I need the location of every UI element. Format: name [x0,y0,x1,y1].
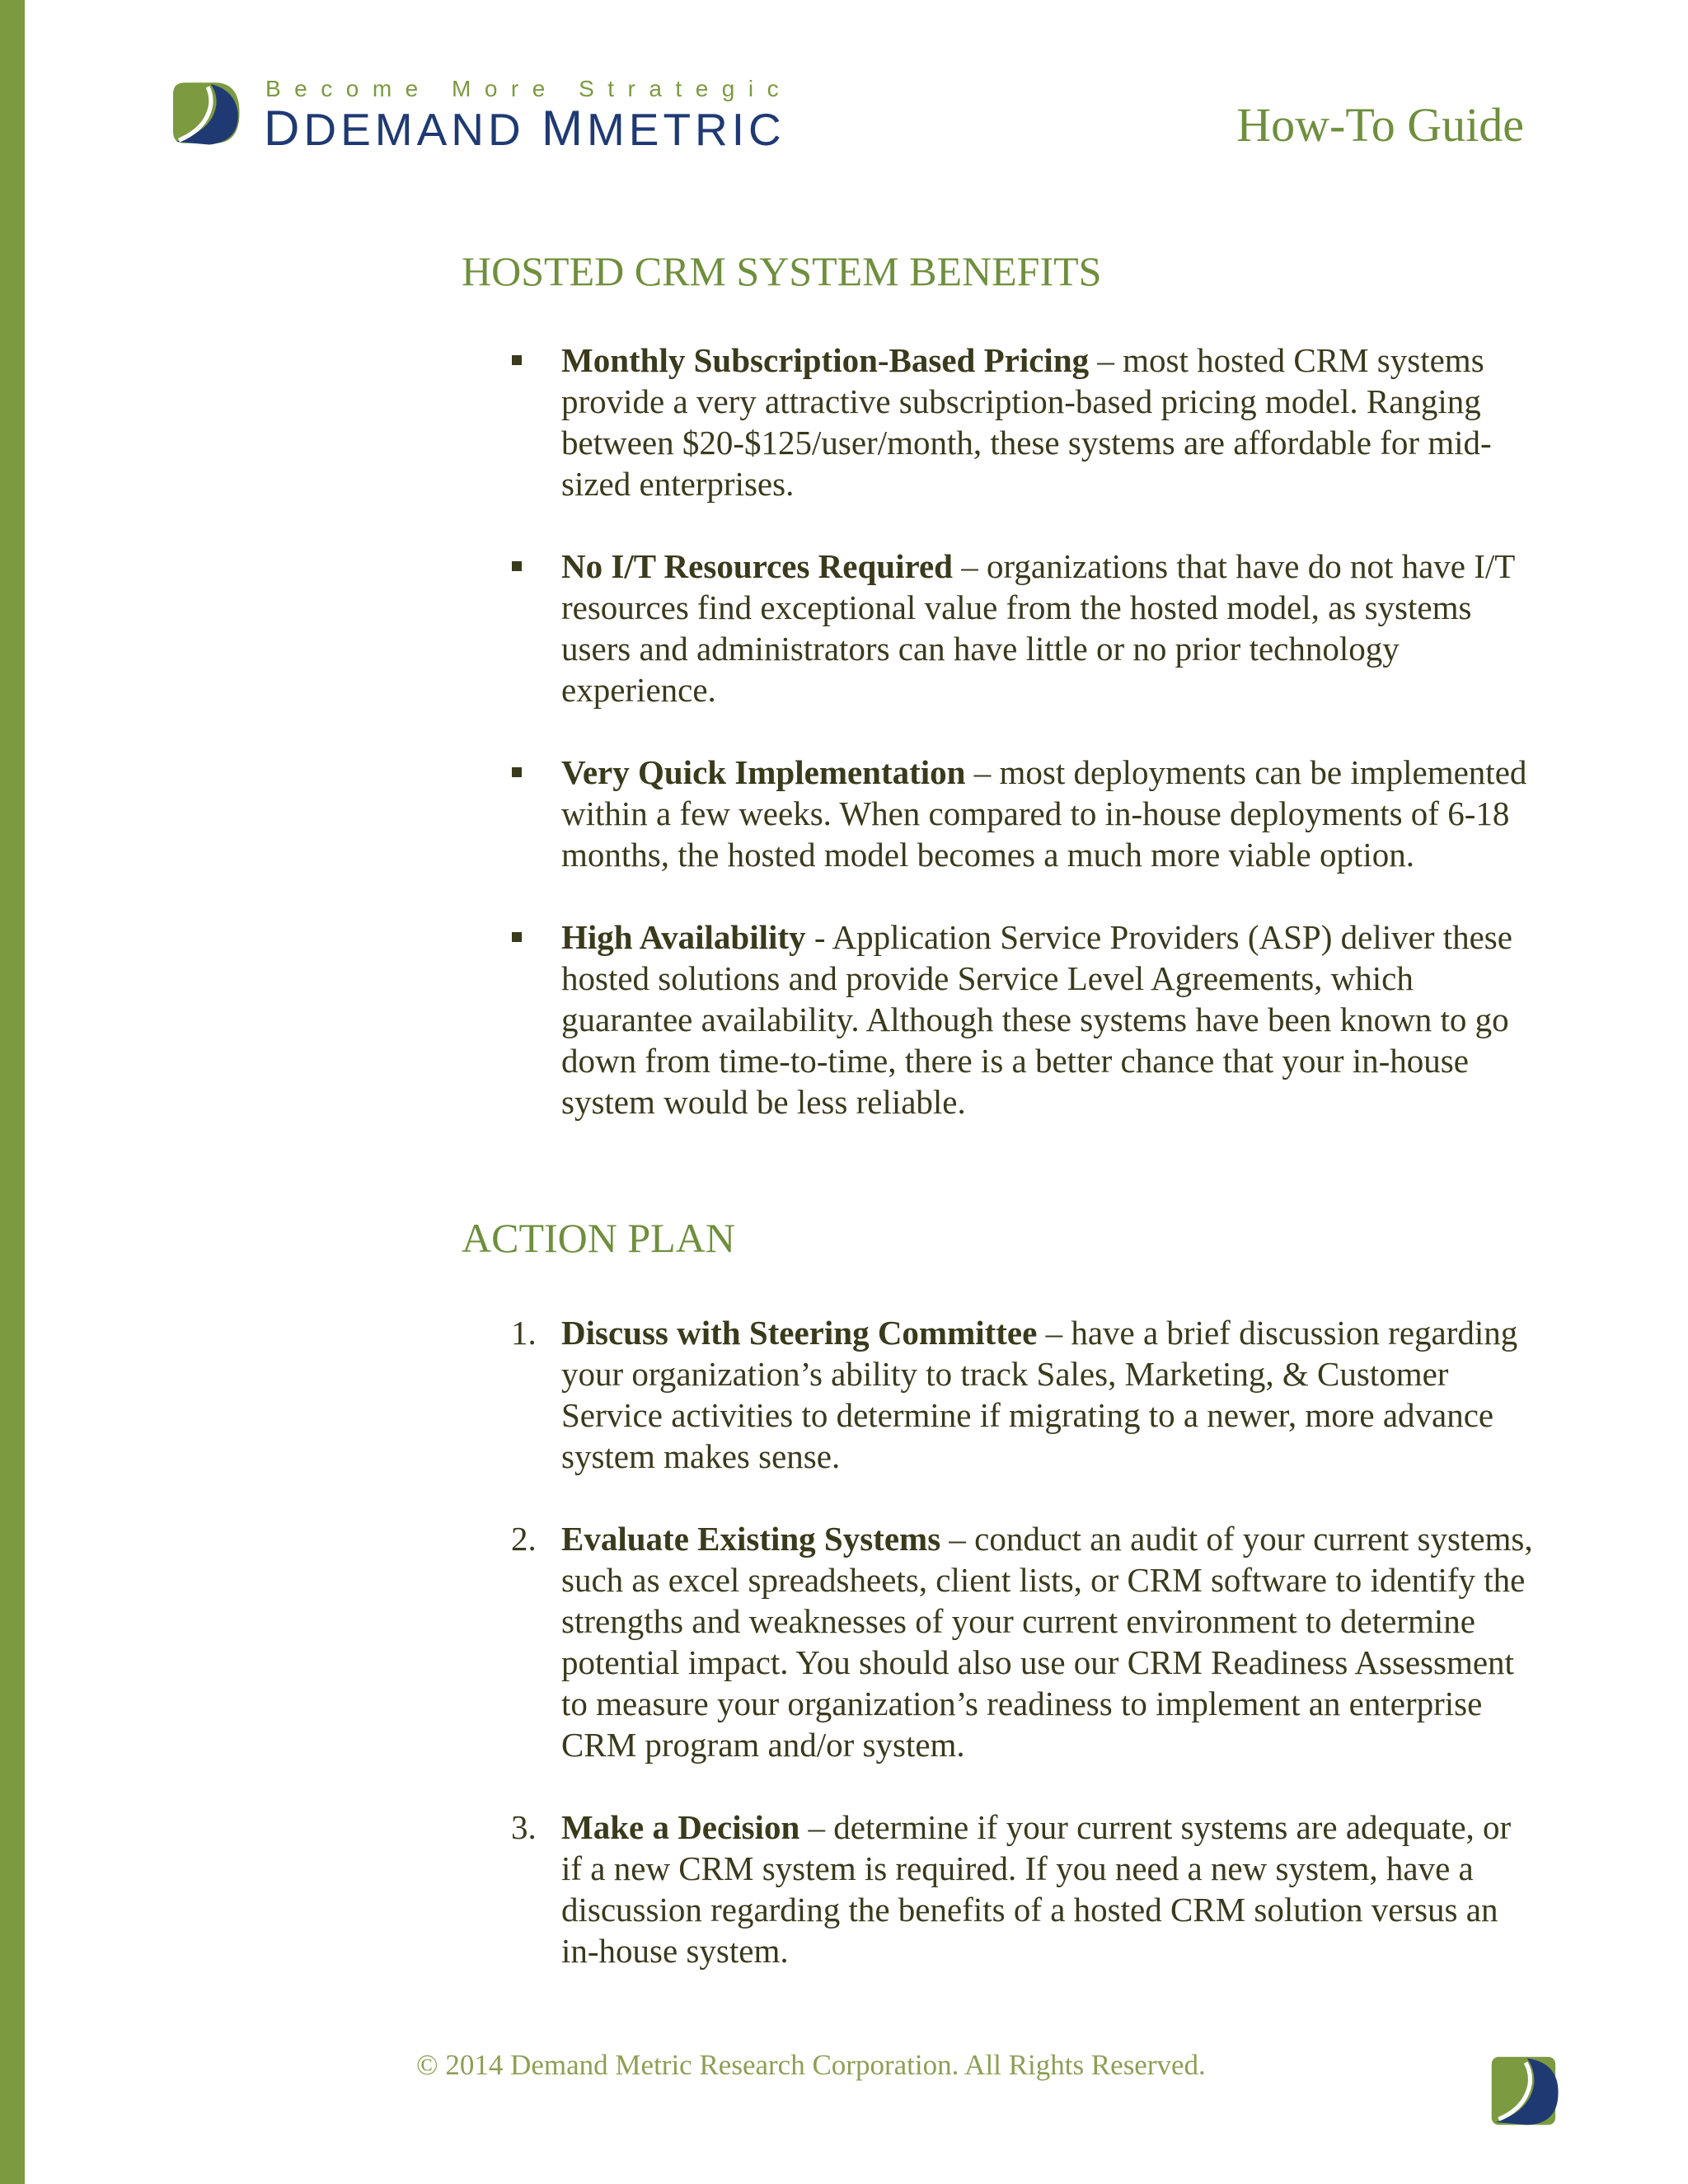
demand-metric-logo-icon [171,78,244,148]
action-plan-list [511,1312,1533,2013]
brand-name: DDEMAND MMETRIC [264,101,785,156]
step-text: – conduct an audit of your current systems, such as excel spreadsheets, client lists, or CRM software to identify the strengths and weaknesses of your current environment to determine potential impact. You should also use our CRM Readiness Assessment to measure your organization’s readiness to implement an enterprise CRM program and/or system. [561,1520,1533,1764]
benefit-text: - Application Service Providers (ASP) deliver these hosted solutions and provide Service Level Agreements, which guarantee availability. Although these systems have been known to go down from time-to-time, there is a better chance that your in-house system would be less reliable. [561,918,1512,1121]
step-text: – determine if your current systems are adequate, or if a new CRM system is required. If you need a new system, have a discussion regarding the benefits of a hosted CRM solution versus an in-house system. [561,1808,1512,1970]
step-title: Make a Decision [561,1808,800,1846]
step-number: 3. [511,1808,537,1846]
benefit-title: High Availability [561,918,806,956]
step-title: Discuss with Steering Committee [561,1314,1038,1352]
copyright-text: © 2014 Demand Metric Research Corporation. All Rights Reserved. [416,2049,1206,2081]
step-number: 1. [511,1314,537,1352]
benefit-title: Monthly Subscription-Based Pricing [561,341,1090,379]
benefit-item [511,916,1533,1122]
left-accent-bar [0,0,25,2184]
benefits-list [511,340,1533,1164]
benefit-title: Very Quick Implementation [561,753,966,791]
benefit-title: No I/T Resources Required [561,547,953,585]
benefit-text: – organizations that have do not have I/T resources find exceptional value from the hosted model, as systems users and administrators can have little or no prior technology experience. [561,547,1515,709]
step-number: 2. [511,1520,537,1558]
bullet-square-icon [512,767,522,777]
demand-metric-logo-icon [1490,2055,1561,2127]
action-step [511,1807,1533,1971]
brand-word-2: METRIC [586,104,785,155]
action-step [511,1312,1533,1477]
guide-label: How-To Guide [1236,98,1524,152]
bullet-square-icon [512,932,522,942]
bullet-square-icon [512,561,522,571]
benefit-item [511,546,1533,710]
brand-word-1: DEMAND [303,104,525,155]
action-step [511,1518,1533,1765]
benefit-item [511,340,1533,504]
brand-tagline: Become More Strategic [265,76,793,101]
benefit-text: – most hosted CRM systems provide a very attractive subscription-based pricing model. Ranging between $20-$125/user/month, these systems are affordable for mid-sized enterprises. [561,341,1492,503]
benefit-text: – most deployments can be implemented within a few weeks. When compared to in-house deployments of 6-18 months, the hosted model becomes a much more viable option. [561,753,1527,874]
action-plan-heading: ACTION PLAN [462,1215,735,1261]
step-title: Evaluate Existing Systems [561,1520,941,1558]
bullet-square-icon [512,355,522,365]
benefit-item [511,752,1533,875]
benefits-heading: HOSTED CRM SYSTEM BENEFITS [462,248,1102,294]
step-text: – have a brief discussion regarding your organization’s ability to track Sales, Marketing, & Customer Service activities to determine if migrating to a newer, more advance system makes sense. [561,1314,1518,1475]
